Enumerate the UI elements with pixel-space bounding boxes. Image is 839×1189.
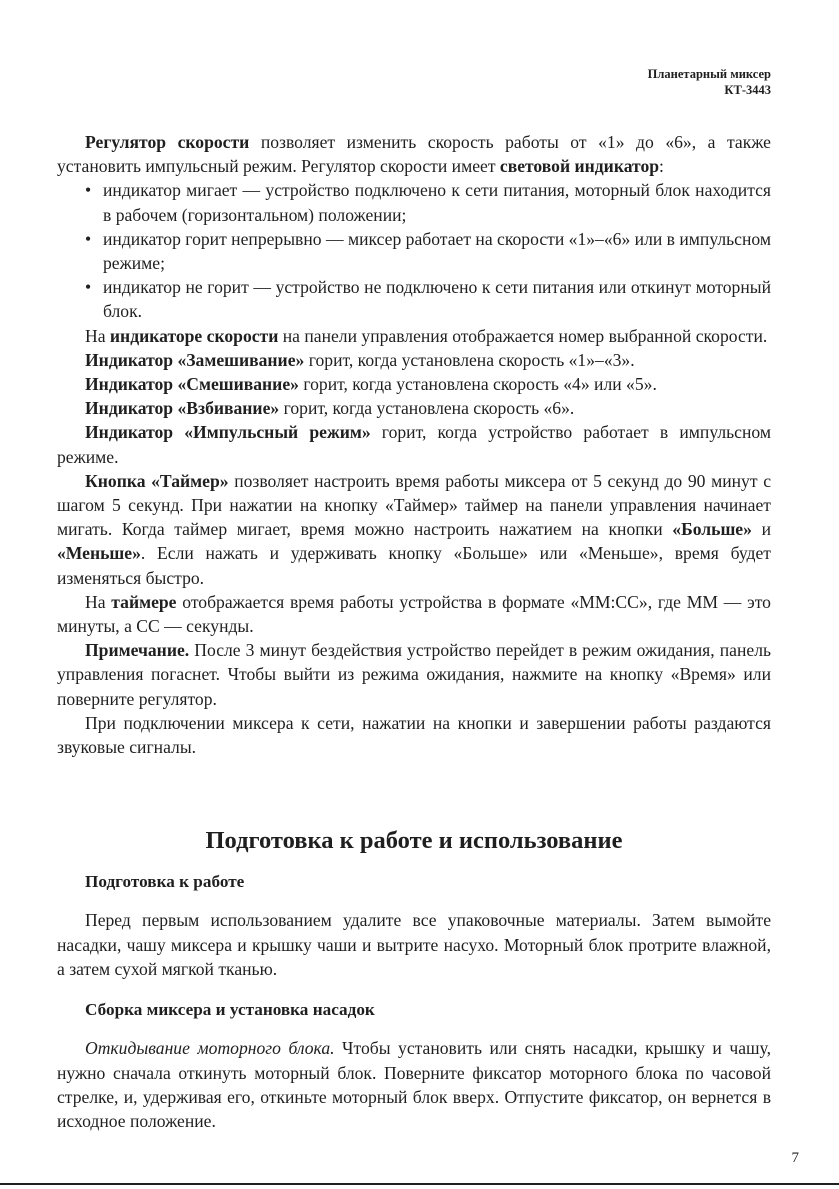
term: Индикатор «Импульсный режим» — [85, 422, 371, 443]
term: Индикатор «Замешивание» — [85, 349, 305, 370]
paragraph-mixing-indicator: Индикатор «Смешивание» горит, когда установлена скорость «4» или «5». — [85, 374, 657, 395]
paragraph-speed-indicator: На индикаторе скорости на панели управления отображается номер выбранной скорости. — [85, 325, 768, 346]
term: световой индикатор — [499, 156, 660, 177]
term: Индикатор «Взбивание» — [85, 398, 280, 419]
paragraph-kneading-indicator: Индикатор «Замешивание» горит, когда установлена скорость «1»–«3». — [85, 349, 635, 370]
paragraph-assembly: Откидывание моторного блока. Чтобы установить или снять насадки, крышку и чашу, нужно сначала откинуть моторный блок. Поверните фиксатор моторного блока по часовой стрелке, и, удерживая его, откиньте моторный блок вверх. Отпустите фиксатор, он вернется в исходное положение. — [57, 1038, 771, 1131]
page-body — [57, 130, 771, 1133]
header-model: КТ-3443 — [724, 83, 771, 97]
subheading-preparation: Подготовка к работе — [85, 872, 245, 892]
paragraph-sound-signals: При подключении миксера к сети, нажатии на кнопки и завершении работы раздаются звуковые сигналы. — [57, 712, 771, 758]
list-item: • индикатор горит непрерывно — миксер работает на скорости «1»–«6» или в импульсном режиме; — [85, 227, 771, 275]
indicator-states-list — [57, 178, 771, 323]
paragraph-timer-button: Кнопка «Таймер» позволяет настроить время работы миксера от 5 секунд до 90 минут с шагом 5 секунд. При нажатии на кнопку «Таймер» таймер на панели управления начинает мигать. Когда таймер мигает, время можно настроить нажатием на кнопки «Больше» и «Меньше». Если нажать и удерживать кнопку «Больше» или «Меньше», время будет изменяться быстро. — [57, 470, 771, 588]
paragraph-timer-display: На таймере отображается время работы устройства в формате «ММ:СС», где ММ — это минуты, а СС — секунды. — [57, 591, 771, 637]
footer-rule — [0, 1183, 839, 1185]
header-product-name: Планетарный миксер — [647, 67, 771, 81]
term: Индикатор «Смешивание» — [85, 374, 299, 395]
section-title: Подготовка к работе и использование — [205, 827, 623, 855]
subheading-assembly: Сборка миксера и установка насадок — [85, 1000, 375, 1020]
paragraph-note: Примечание. После 3 минут бездействия устройство перейдет в режим ожидания, панель управления погаснет. Чтобы выйти из режима ожидания, нажмите на кнопку «Время» или поверните регулятор. — [57, 640, 771, 709]
term: «Меньше» — [57, 543, 141, 564]
italic-lead: Откидывание моторного блока. — [85, 1038, 335, 1059]
term: Кнопка «Таймер» — [85, 470, 229, 491]
term: индикаторе скорости — [109, 325, 279, 346]
running-header — [648, 66, 771, 98]
page-number: 7 — [791, 1150, 799, 1166]
term: таймере — [111, 591, 177, 612]
paragraph-pulse-indicator: Индикатор «Импульсный режим» горит, когда устройство работает в импульсном режиме. — [57, 422, 771, 467]
paragraph-preparation: Перед первым использованием удалите все упаковочные материалы. Затем вымойте насадки, чашу миксера и крышку чаши и вытрите насухо. Моторный блок протрите влажной, а затем сухой мягкой тканью. — [57, 910, 771, 979]
term: «Больше» — [672, 519, 752, 540]
term: Регулятор скорости — [85, 132, 250, 152]
list-item: • индикатор не горит — устройство не подключено к сети питания или откинут моторный блок. — [85, 275, 771, 323]
paragraph-whipping-indicator: Индикатор «Взбивание» горит, когда установлена скорость «6». — [85, 398, 575, 419]
term: Примечание. — [85, 640, 190, 661]
paragraph-speed-regulator: Регулятор скорости позволяет изменить скорость работы от «1» до «6», а также установить импульсный режим. Регулятор скорости имеет световой индикатор: — [57, 132, 771, 177]
list-item: • индикатор мигает — устройство подключено к сети питания, моторный блок находится в рабочем (горизонтальном) положении; — [85, 178, 771, 226]
